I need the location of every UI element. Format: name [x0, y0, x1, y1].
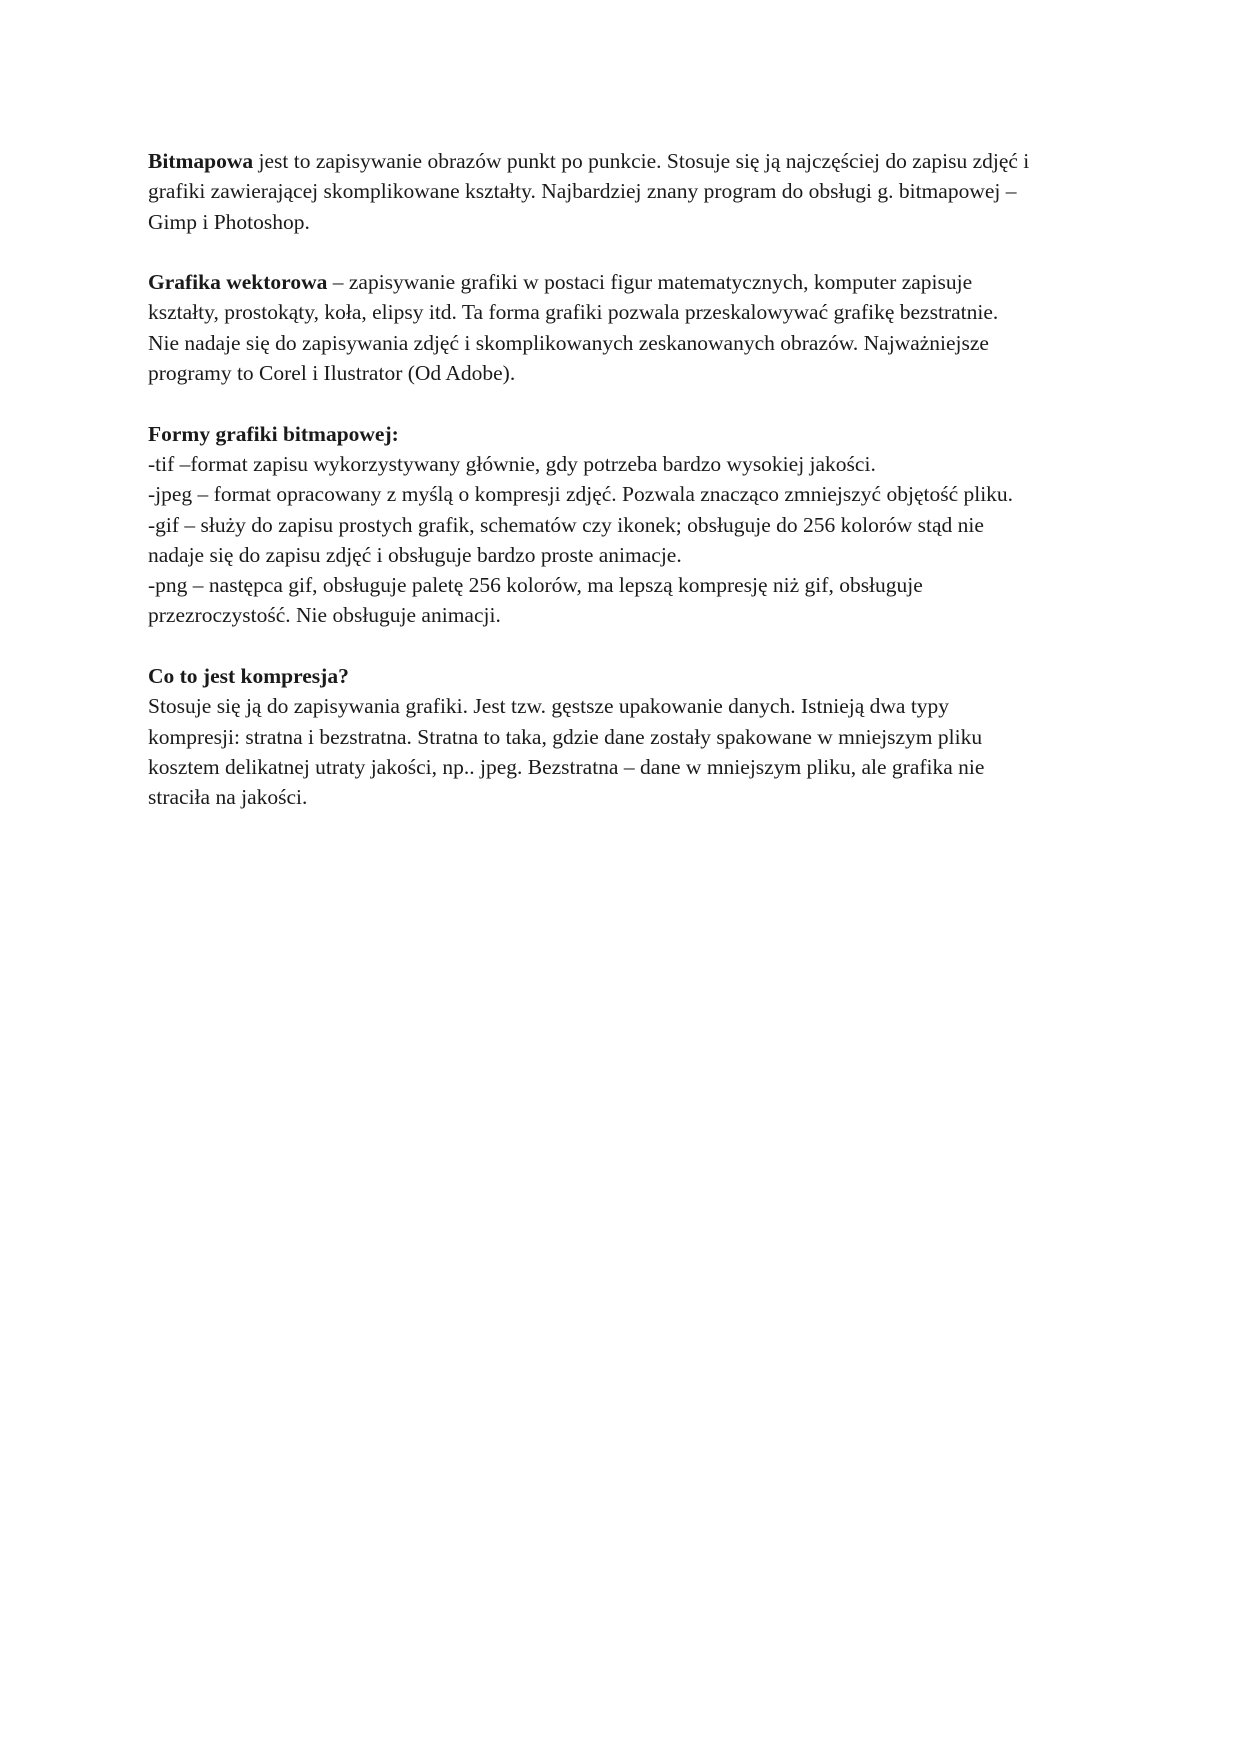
- compression-heading: Co to jest kompresja?: [148, 664, 349, 689]
- bitmap-term: Bitmapowa: [148, 149, 254, 173]
- vector-term: Grafika wektorowa: [148, 270, 328, 295]
- paragraph-formats: [148, 419, 1093, 631]
- paragraph-bitmap: [148, 146, 1093, 237]
- compression-line-1: Stosuje się ją do zapisywania grafiki. Jest tzw. gęstsze upakowanie danych. Istnieją dwa typy: [148, 694, 950, 719]
- compression-line-4: straciła na jakości.: [148, 785, 308, 810]
- document-body: [148, 146, 1093, 813]
- vector-line-2: kształty, prostokąty, koła, elipsy itd. Ta forma grafiki pozwala przeskalowywać grafikę bezstratnie.: [148, 300, 999, 325]
- format-tif: -tif –format zapisu wykorzystywany głównie, gdy potrzeba bardzo wysokiej jakości.: [148, 451, 876, 476]
- bitmap-line-3: Gimp i Photoshop.: [148, 209, 310, 234]
- formats-heading: Formy grafiki bitmapowej:: [148, 421, 399, 446]
- paragraph-compression: [148, 661, 1093, 812]
- bitmap-line-1-text: jest to zapisywanie obrazów punkt po punkcie. Stosuje się ją najczęściej do zapisu zdjęć i: [253, 149, 1030, 173]
- bitmap-line-2: grafiki zawierającej skomplikowane kształty. Najbardziej znany program do obsługi g. bitmapowej –: [148, 179, 1017, 204]
- vector-line-3: Nie nadaje się do zapisywania zdjęć i skomplikowanych zeskanowanych obrazów. Najważniejsze: [148, 330, 989, 355]
- paragraph-vector: [148, 267, 1093, 388]
- format-gif-line-2: nadaje się do zapisu zdjęć i obsługuje bardzo proste animacje.: [148, 542, 682, 567]
- format-gif-line-1: -gif – służy do zapisu prostych grafik, schematów czy ikonek; obsługuje do 256 kolorów stąd nie: [148, 512, 984, 537]
- vector-line-4: programy to Corel i Ilustrator (Od Adobe).: [148, 361, 516, 386]
- compression-line-3: kosztem delikatnej utraty jakości, np.. jpeg. Bezstratna – dane w mniejszym pliku, ale grafika nie: [148, 754, 985, 779]
- vector-line-1: [148, 267, 1093, 297]
- format-png-line-1: -png – następca gif, obsługuje paletę 256 kolorów, ma lepszą kompresję niż gif, obsługuje: [148, 573, 923, 598]
- format-png-line-2: przezroczystość. Nie obsługuje animacji.: [148, 603, 501, 628]
- bitmap-line-1: [148, 146, 1093, 176]
- vector-line-1-text: – zapisywanie grafiki w postaci figur matematycznych, komputer zapisuje: [327, 270, 973, 295]
- compression-line-2: kompresji: stratna i bezstratna. Stratna to taka, gdzie dane zostały spakowane w mniejszym pliku: [148, 724, 983, 749]
- format-jpeg: -jpeg – format opracowany z myślą o kompresji zdjęć. Pozwala znacząco zmniejszyć objętość pliku.: [148, 482, 1014, 507]
